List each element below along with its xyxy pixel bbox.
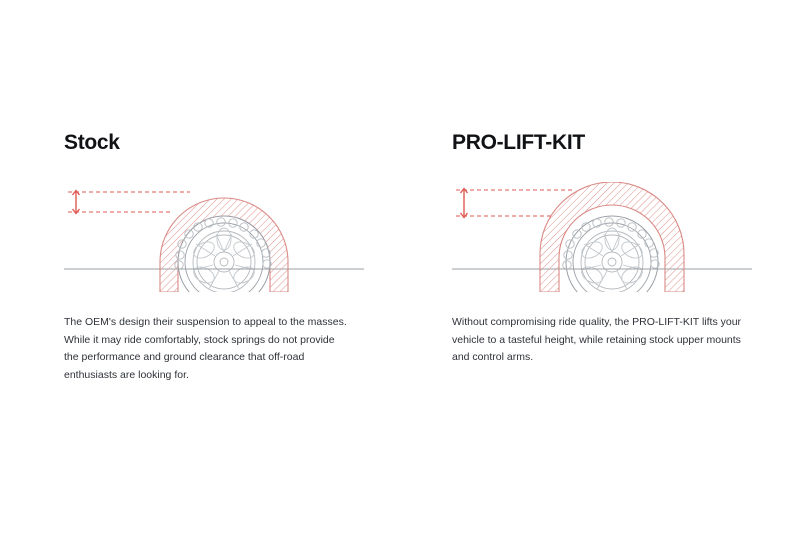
panel-body-pro-lift-kit: Without compromising ride quality, the PRO-LIFT-KIT lifts your vehicle to a tasteful height, while retaining stock upper mounts and control arms. bbox=[452, 316, 742, 363]
wheel-diagram-stock bbox=[64, 182, 364, 292]
measurement-leaders bbox=[68, 192, 190, 212]
tire-outline bbox=[566, 216, 658, 292]
panel-title-pro-lift-kit: PRO-LIFT-KIT bbox=[452, 131, 585, 154]
panel-title-stock: Stock bbox=[64, 131, 120, 154]
figure-stock bbox=[64, 182, 364, 292]
gap-measure-arrow bbox=[461, 189, 468, 218]
figure-pro-lift-kit bbox=[452, 182, 752, 292]
gap-measure-arrow bbox=[73, 191, 80, 214]
panel-body-stock: The OEM's design their suspension to appeal to the masses. While it may ride comfortably, stock springs do not provide the performance and ground clearance that off-road enthusiasts are looking for. bbox=[64, 316, 347, 381]
wheel-diagram-pro-lift-kit bbox=[452, 182, 752, 292]
panel-pro-lift-kit bbox=[452, 130, 782, 377]
panel-stock bbox=[64, 130, 394, 395]
